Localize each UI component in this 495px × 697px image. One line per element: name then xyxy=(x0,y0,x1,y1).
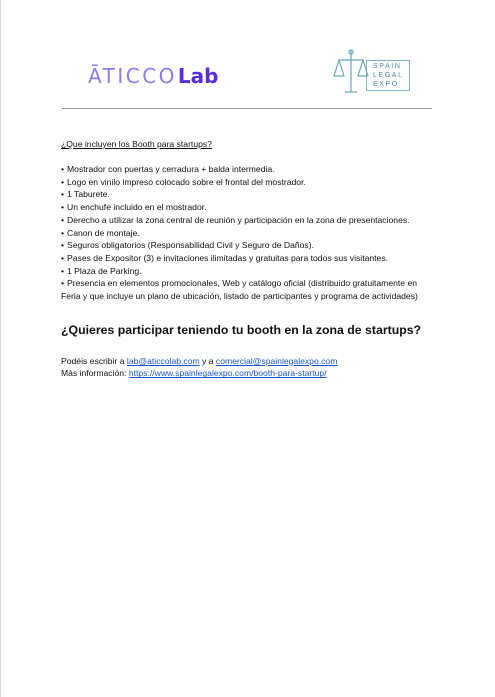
list-item xyxy=(61,227,436,240)
bullet-icon: • xyxy=(61,252,65,263)
list-item-text: Mostrador con puertas y cerradura + balda intermedia. xyxy=(67,164,275,174)
aticco-logo-lab: Lab xyxy=(177,64,219,88)
list-item-text: Logo en vinilo impreso colocado sobre el frontal del mostrador. xyxy=(67,176,306,187)
list-item xyxy=(61,265,436,278)
contact-connector: y a xyxy=(199,355,216,366)
spain-legal-expo-logo-text xyxy=(373,62,413,89)
main-content xyxy=(61,138,436,380)
list-item-text: Canon de montaje. xyxy=(67,227,140,238)
spain-logo-line: EXPO xyxy=(373,81,399,88)
bullet-icon: • xyxy=(61,164,65,174)
bullet-icon: • xyxy=(61,265,65,276)
contact-prefix: Podéis escribir a xyxy=(61,355,127,366)
list-item xyxy=(61,277,436,302)
list-item xyxy=(61,188,436,201)
list-item-text: Seguros obligatorios (Responsabilidad Civil y Seguro de Daños). xyxy=(67,240,314,251)
list-item xyxy=(61,239,436,252)
list-item-text: Presencia en elementos promocionales, Web y catálogo oficial (distribuido gratuitamente en Feria y que incluye un plano de ubicación, listado de participantes y programa de actividades) xyxy=(61,278,418,302)
spain-legal-expo-email-link[interactable]: comercial@spainlegalexpo.com xyxy=(215,355,338,366)
spain-logo-line: SPAIN xyxy=(373,63,402,70)
bullet-icon: • xyxy=(61,202,65,213)
list-item-text: Pases de Expositor (3) e invitaciones ilimitadas y gratuitas para todos sus visitantes. xyxy=(67,252,389,263)
list-item xyxy=(61,214,436,227)
list-item-text: 1 Plaza de Parking. xyxy=(67,265,142,276)
list-item xyxy=(61,201,436,214)
aticco-lab-logo xyxy=(88,56,218,86)
bullet-icon: • xyxy=(61,214,65,225)
bullet-icon: • xyxy=(61,227,65,238)
more-info-line xyxy=(61,367,436,380)
aticco-logo-word: ĀTICCO xyxy=(88,64,177,88)
bullet-icon: • xyxy=(61,240,65,251)
cta-heading: ¿Quieres participar teniendo tu booth en la zona de startups? xyxy=(61,322,422,337)
aticco-email-link[interactable]: lab@aticcolab.com xyxy=(126,355,200,366)
bullet-icon: • xyxy=(61,189,65,200)
list-item xyxy=(61,163,436,176)
list-item xyxy=(61,176,436,189)
header-divider xyxy=(62,108,432,109)
more-info-prefix: Más información: xyxy=(61,368,129,379)
bullet-icon: • xyxy=(61,278,65,289)
list-item-text: 1 Taburete. xyxy=(67,189,110,200)
list-item-text: Derecho a utilizar la zona central de reunión y participación en la zona de presentaciones. xyxy=(67,214,410,225)
booth-info-link[interactable]: https://www.spainlegalexpo.com/booth-para-startup/ xyxy=(128,368,327,379)
booth-features-list xyxy=(61,163,436,303)
spain-logo-line: LEGAL xyxy=(373,72,404,79)
header xyxy=(0,0,495,110)
list-item-text: Un enchufe incluido en el mostrador. xyxy=(67,202,207,213)
bullet-icon: • xyxy=(61,176,65,187)
section-heading: ¿Que incluyen los Booth para startups? xyxy=(61,139,212,149)
list-item xyxy=(61,252,436,265)
contact-line xyxy=(61,355,436,368)
